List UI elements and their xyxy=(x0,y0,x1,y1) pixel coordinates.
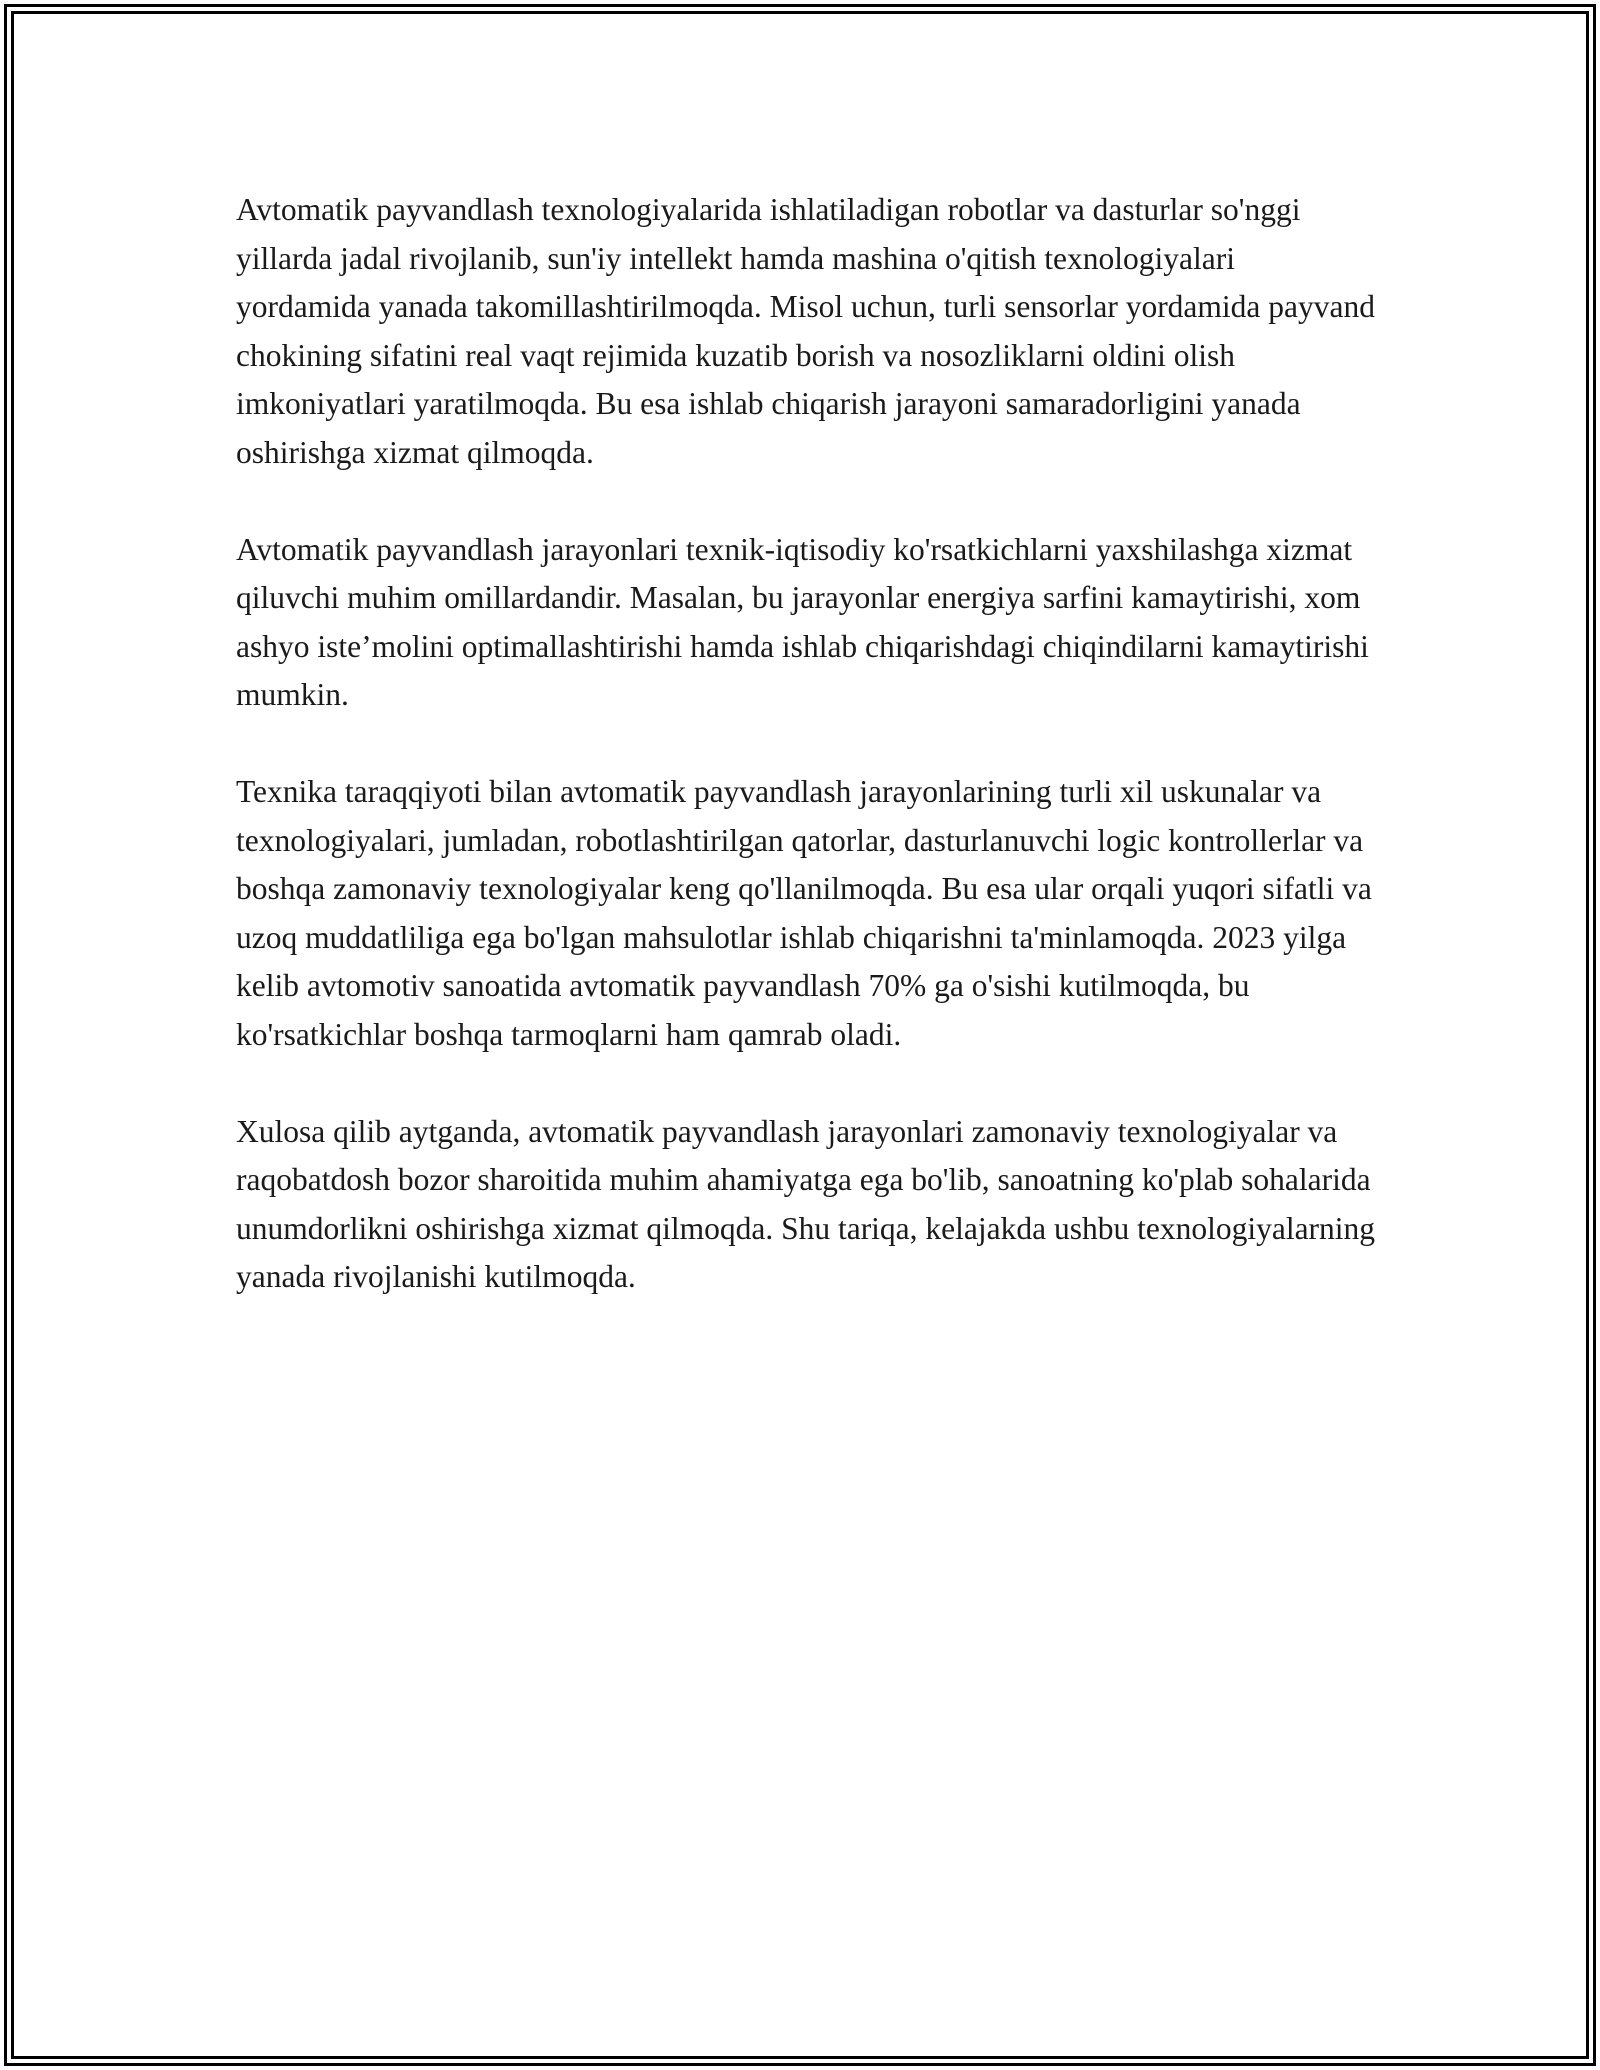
paragraph-3: Texnika taraqqiyoti bilan avtomatik payvandlash jarayonlarining turli xil uskunalar va texnologiyalari, jumladan, robotlashtirilgan qatorlar, dasturlanuvchi logic kontrollerlar va boshqa zamonaviy texnologiyalar keng qo'llanilmoqda. Bu esa ular orqali yuqori sifatli va uzoq muddatliliga ega bo'lgan mahsulotlar ishlab chiqarishni ta'minlamoqda. 2023 yilga kelib avtomotiv sanoatida avtomatik payvandlash 70% ga o'sishi kutilmoqda, bu ko'rsatkichlar boshqa tarmoqlarni ham qamrab oladi. xyxy=(236,774,1372,1052)
paragraph-1: Avtomatik payvandlash texnologiyalarida ishlatiladigan robotlar va dasturlar so'nggi yillarda jadal rivojlanib, sun'iy intellekt hamda mashina o'qitish texnologiyalari yordamida yanada takomillashtirilmoqda. Misol uchun, turli sensorlar yordamida payvand chokining sifatini real vaqt rejimida kuzatib borish va nosozliklarni oldini olish imkoniyatlari yaratilmoqda. Bu esa ishlab chiqarish jarayoni samaradorligini yanada oshirishga xizmat qilmoqda. xyxy=(236,192,1375,470)
paragraph-2: Avtomatik payvandlash jarayonlari texnik-iqtisodiy ko'rsatkichlarni yaxshilashga xizmat qiluvchi muhim omillardandir. Masalan, bu jarayonlar energiya sarfini kamaytirishi, xom ashyo iste’molini optimallashtirishi hamda ishlab chiqarishdagi chiqindilarni kamaytirishi mumkin. xyxy=(236,531,1369,712)
document-body xyxy=(236,186,1376,1350)
paragraph-4: Xulosa qilib aytganda, avtomatik payvandlash jarayonlari zamonaviy texnologiyalar va raqobatdosh bozor sharoitida muhim ahamiyatga ega bo'lib, sanoatning ko'plab sohalarida unumdorlikni oshirishga xizmat qilmoqda. Shu tariqa, kelajakda ushbu texnologiyalarning yanada rivojlanishi kutilmoqda. xyxy=(236,1113,1376,1294)
